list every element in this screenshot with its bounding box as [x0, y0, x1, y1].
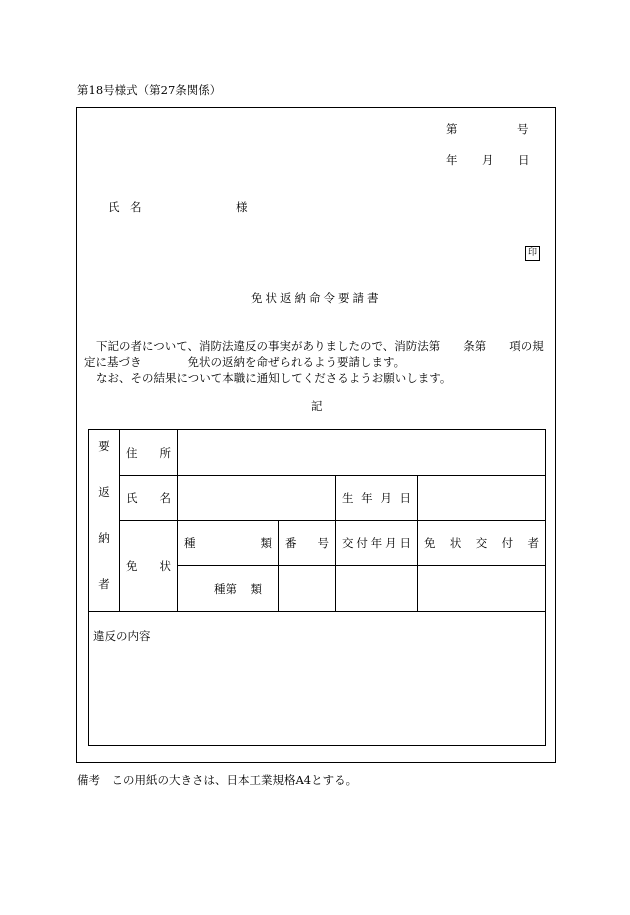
license-header-row	[89, 521, 546, 566]
type-header-char: 種	[184, 536, 196, 550]
footer-note: 備考 この用紙の大きさは、日本工業規格A4とする。	[77, 773, 358, 787]
issuer-header-char: 交	[475, 536, 488, 550]
issuer-header-char: 状	[449, 536, 462, 550]
address-label-cell	[120, 430, 178, 476]
body-line-1: 下記の者について、消防法違反の事実がありましたので、消防法第 条第 項の規	[96, 339, 544, 353]
date-day: 日	[518, 153, 530, 167]
address-row	[89, 430, 546, 476]
issuer-header-char: 者	[527, 536, 539, 550]
issue-date-header-char: 年	[370, 536, 383, 550]
issue-date-header-char: 月	[385, 536, 397, 550]
issue-date-header-char: 交	[342, 536, 354, 550]
document-title: 免状返納命令要請書	[251, 291, 382, 305]
birthdate-label-char: 生	[342, 491, 354, 505]
type-header-char: 類	[260, 536, 272, 550]
address-label-char: 所	[159, 445, 171, 460]
body-line-2: 定に基づき 免状の返納を命ぜられるよう要請します。	[84, 355, 406, 369]
date-year: 年	[446, 153, 458, 167]
type-header-cell	[178, 521, 279, 566]
ki-heading: 記	[311, 399, 323, 413]
number-value-cell[interactable]	[279, 566, 336, 612]
side-label-char: 返	[98, 485, 110, 499]
issuer-value-cell[interactable]	[418, 566, 546, 612]
issuer-header-char: 免	[424, 536, 436, 550]
address-value-cell[interactable]	[178, 430, 546, 476]
address-label-char: 住	[126, 445, 138, 460]
document-number-suffix: 号	[517, 122, 529, 136]
number-header-char: 番	[285, 536, 297, 550]
license-label-char: 免	[126, 559, 138, 573]
violation-cell[interactable]	[89, 612, 546, 746]
issuer-header-cell	[418, 521, 546, 566]
side-label-cell	[89, 430, 120, 612]
name-label-cell	[120, 476, 178, 521]
issuer-header-char: 付	[501, 536, 514, 550]
name-label-char: 名	[159, 491, 171, 505]
seal-icon: 印	[525, 246, 540, 261]
name-value-cell[interactable]	[178, 476, 336, 521]
birthdate-label-char: 年	[361, 491, 373, 505]
name-row	[89, 476, 546, 521]
side-label-char: 要	[98, 439, 110, 453]
violation-row	[89, 612, 546, 746]
issue-date-value-cell[interactable]	[336, 566, 418, 612]
side-label-char: 者	[98, 577, 110, 591]
date-month: 月	[482, 153, 494, 167]
type-value-part: 類	[250, 581, 262, 596]
body-line-3: なお、その結果について本職に通知してくださるようお願いします。	[96, 371, 452, 385]
violation-label: 違反の内容	[93, 629, 151, 643]
addressee-honorific: 様	[236, 200, 248, 214]
document-number-prefix: 第	[446, 122, 458, 136]
birthdate-label-char: 日	[399, 491, 411, 505]
issue-date-header-char: 日	[399, 536, 411, 550]
license-label-cell	[120, 521, 178, 612]
issue-date-header-cell	[336, 521, 418, 566]
issue-date-header-char: 付	[356, 536, 368, 550]
type-value-cell[interactable]	[178, 566, 279, 612]
addressee-name-label-2: 名	[130, 200, 142, 214]
addressee-name-label-1: 氏	[108, 200, 120, 214]
birthdate-value-cell[interactable]	[418, 476, 546, 521]
side-label-char: 納	[98, 531, 110, 545]
number-header-cell	[279, 521, 336, 566]
form-number: 第18号様式（第27条関係）	[77, 83, 222, 97]
birthdate-label-cell	[336, 476, 418, 521]
license-label-char: 状	[159, 559, 171, 573]
applicant-table-container	[88, 429, 546, 746]
type-value-part: 種第	[214, 581, 237, 596]
applicant-table	[88, 429, 546, 746]
number-header-char: 号	[317, 536, 329, 550]
name-label-char: 氏	[126, 491, 138, 505]
birthdate-label-char: 月	[380, 491, 392, 505]
